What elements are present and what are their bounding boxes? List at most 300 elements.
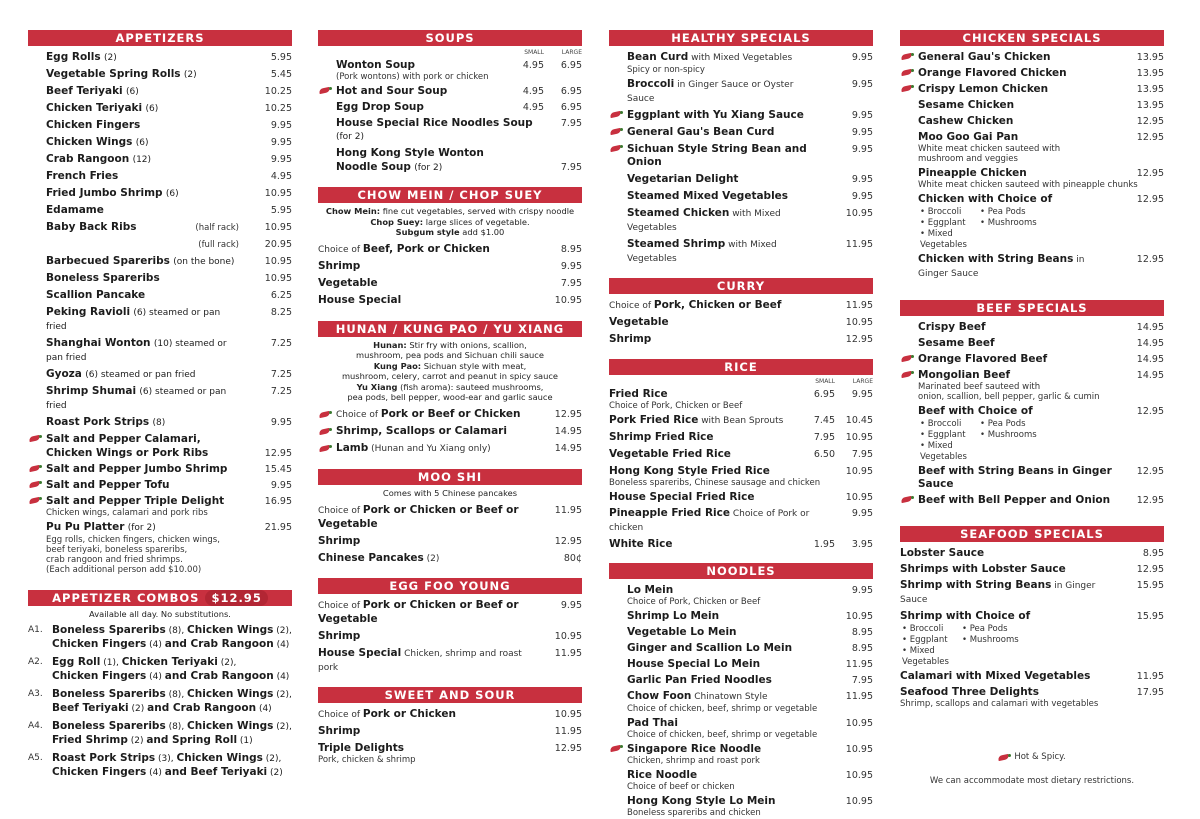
menu-text: Peking Ravioli xyxy=(46,305,131,318)
menu-item xyxy=(28,219,292,236)
menu-text: with Mixed Vegetables xyxy=(627,239,777,264)
hot-spicy-icon xyxy=(319,428,332,435)
menu-item xyxy=(318,502,582,533)
menu-text: (8), xyxy=(165,689,188,700)
chicken-list xyxy=(900,49,1164,129)
menu-item xyxy=(318,628,582,645)
healthy-header: HEALTHY SPECIALS xyxy=(609,30,873,46)
column-2 xyxy=(318,30,582,777)
menu-text: 13.95 xyxy=(1136,83,1164,95)
menu-text: 12.95 xyxy=(1136,193,1164,205)
hunan-section xyxy=(318,321,582,458)
item-desc: onion, scallion, bell pepper, garlic & cumin xyxy=(918,392,1100,402)
menu-text: 9.95 xyxy=(270,153,292,165)
menu-text: (8), xyxy=(165,625,188,636)
menu-text: Roast Pork Strips xyxy=(46,415,150,428)
combos-header xyxy=(28,590,292,606)
menu-text: 9.95 xyxy=(851,388,873,400)
menu-item xyxy=(609,188,873,205)
mooshi-section xyxy=(318,469,582,568)
menu-text: • Mushrooms xyxy=(980,218,1037,228)
menu-text: Beef with String Beans in Ginger Sauce xyxy=(918,464,1112,490)
menu-item xyxy=(609,640,873,656)
menu-text: Shrimps with Lobster Sauce xyxy=(900,562,1066,575)
menu-text: Beef with Choice of xyxy=(918,404,1033,417)
menu-text: Triple Delights xyxy=(318,741,404,754)
column-4 xyxy=(900,30,1164,721)
menu-text: House Special Lo Mein xyxy=(627,657,761,670)
menu-item xyxy=(900,113,1164,129)
menu-item xyxy=(900,335,1164,351)
item-desc: beef teriyaki, boneless spareribs, xyxy=(46,545,188,555)
menu-text: 11.95 xyxy=(554,725,582,737)
menu-text: 10.95 xyxy=(554,295,582,306)
menu-text: 4.95 xyxy=(522,85,544,97)
menu-text: 12.95 xyxy=(554,409,582,420)
menu-text: pea pods, bell pepper, wood-ear and garlic sauce xyxy=(347,392,553,402)
menu-text: A3. xyxy=(28,688,43,699)
menu-text: 15.45 xyxy=(264,463,292,475)
menu-text: Pork or Chicken xyxy=(362,707,456,720)
item-desc: White meat chicken sauteed with xyxy=(918,144,1061,154)
noodle-list xyxy=(609,608,873,688)
menu-text: Eggplant with Yu Xiang Sauce xyxy=(627,108,804,121)
menu-text: fine cut vegetables, served with crispy noodle xyxy=(380,206,575,216)
menu-item xyxy=(609,715,873,731)
menu-text: 10.95 xyxy=(264,221,292,233)
menu-text: 9.95 xyxy=(851,190,873,202)
menu-text: 80¢ xyxy=(563,552,582,564)
menu-item xyxy=(900,65,1164,81)
noodles-section xyxy=(609,563,873,819)
menu-text: 10.95 xyxy=(845,795,873,807)
menu-text: 8.95 xyxy=(851,642,873,654)
menu-item xyxy=(900,684,1164,700)
menu-text: 17.95 xyxy=(1136,686,1164,698)
menu-text: Pork or Beef or Chicken xyxy=(380,408,521,420)
menu-text: (for 2) xyxy=(414,162,443,173)
menu-text: (Hunan and Yu Xiang only) xyxy=(368,444,491,454)
menu-item xyxy=(609,741,873,757)
menu-text: • Mushrooms xyxy=(980,430,1037,440)
menu-text: Egg Roll xyxy=(52,655,101,668)
menu-text: 10.95 xyxy=(264,255,292,267)
item-desc: Chicken, shrimp and roast pork xyxy=(627,756,760,766)
menu-text: Steamed Chicken xyxy=(627,206,730,219)
menu-text: 10.95 xyxy=(845,465,873,477)
menu-text: with Mixed Vegetables xyxy=(688,52,793,63)
menu-text: House Special Fried Rice xyxy=(609,490,755,503)
menu-text: Shrimp with Choice of xyxy=(900,609,1031,622)
menu-text: 9.95 xyxy=(270,416,292,428)
menu-item xyxy=(609,429,873,446)
menu-item xyxy=(28,100,292,117)
menu-item xyxy=(609,107,873,124)
menu-text: 7.25 xyxy=(270,368,292,380)
menu-item xyxy=(28,304,292,335)
menu-text: Choice of Pork or chicken xyxy=(609,508,810,533)
menu-text: Chicken Wings xyxy=(187,623,274,636)
menu-text: • Mushrooms xyxy=(962,635,1019,645)
menu-item xyxy=(609,314,873,331)
hot-spicy-icon xyxy=(319,445,332,452)
menu-item xyxy=(318,424,582,441)
menu-text: 12.95 xyxy=(1136,494,1164,506)
menu-text: Chicken Teriyaki xyxy=(46,101,143,114)
menu-item xyxy=(318,645,582,676)
hot-spicy-icon xyxy=(901,371,914,378)
menu-text: 10.25 xyxy=(264,85,292,97)
menu-text: Pu Pu Platter xyxy=(46,520,125,533)
hot-spicy-icon xyxy=(29,435,42,442)
menu-text: 7.25 xyxy=(270,385,292,397)
menu-text: (6) xyxy=(145,103,159,114)
menu-text: • Eggplant xyxy=(920,430,966,440)
item-desc: Choice of Pork, Chicken or Beef xyxy=(627,597,761,607)
menu-text: 6.95 xyxy=(560,59,582,71)
menu-text: Vegetable xyxy=(609,315,669,328)
menu-item xyxy=(28,477,292,493)
hot-spicy-icon xyxy=(610,745,623,752)
menu-item xyxy=(900,608,1164,624)
menu-text: Pad Thai xyxy=(627,716,678,729)
menu-text: Chicken Fingers xyxy=(52,637,147,650)
menu-text: 20.95 xyxy=(264,238,292,250)
menu-item xyxy=(318,159,582,176)
hot-spicy-icon xyxy=(610,111,623,118)
menu-item xyxy=(609,236,873,267)
option-bullets xyxy=(900,624,1164,668)
menu-text: • Broccoli xyxy=(920,207,962,217)
menu-text: SMALL xyxy=(815,378,835,385)
menu-text: Salt and Pepper Calamari, xyxy=(46,432,201,445)
menu-text: (for 2) xyxy=(127,522,156,533)
menu-text: in Ginger Sauce or Oyster Sauce xyxy=(627,79,794,104)
menu-text: 14.95 xyxy=(1136,353,1164,365)
menu-text: 14.95 xyxy=(1136,321,1164,333)
menu-item xyxy=(609,672,873,688)
menu-item xyxy=(900,97,1164,113)
menu-text: (3), xyxy=(155,753,177,764)
menu-text: 12.95 xyxy=(1136,253,1164,265)
menu-item xyxy=(609,386,873,402)
menu-text: 8.95 xyxy=(851,626,873,638)
eggfoo-list xyxy=(318,597,582,676)
menu-text: • Pea Pods xyxy=(962,624,1008,634)
hunan-list xyxy=(318,407,582,458)
mooshi-header: MOO SHI xyxy=(318,469,582,485)
menu-text: 1.95 xyxy=(813,538,835,550)
menu-text: Sichuan style with meat, xyxy=(421,360,527,371)
menu-text: 12.95 xyxy=(1136,131,1164,143)
menu-text: Beef Teriyaki xyxy=(46,84,123,97)
menu-text: and Crab Rangoon xyxy=(147,701,257,714)
menu-text: 14.95 xyxy=(554,443,582,454)
combo-price-badge: $12.95 xyxy=(205,590,267,606)
menu-text: 11.95 xyxy=(845,658,873,670)
mooshi-list xyxy=(318,502,582,567)
menu-text: 16.95 xyxy=(264,495,292,507)
menu-text: (6) steamed or pan fried xyxy=(46,307,221,332)
menu-text: (for 2) xyxy=(336,131,364,142)
menu-text: (2), xyxy=(273,721,292,732)
menu-text: 10.95 xyxy=(554,630,582,642)
hot-spicy-icon xyxy=(29,481,42,488)
menu-text: Hot and Sour Soup xyxy=(336,84,448,97)
menu-text: with Bean Sprouts xyxy=(698,415,784,426)
menu-text: Chicken with String Beans xyxy=(918,252,1074,265)
menu-text: Stir fry with onions, scallion, xyxy=(406,339,527,350)
menu-item xyxy=(609,76,873,107)
menu-text: (2) xyxy=(103,52,117,63)
menu-text: Pork or Chicken or Beef or Vegetable xyxy=(318,503,519,530)
menu-text: Sichuan Style String Bean and Onion xyxy=(627,142,807,168)
menu-text: Bean Curd xyxy=(627,50,689,63)
appetizer-list xyxy=(28,49,292,431)
menu-item xyxy=(609,446,873,463)
menu-text: (6) xyxy=(135,137,149,148)
menu-text: 5.45 xyxy=(270,68,292,80)
menu-item xyxy=(609,767,873,783)
menu-item xyxy=(318,99,582,115)
menu-text: 15.95 xyxy=(1136,579,1164,591)
menu-text: 14.95 xyxy=(554,426,582,437)
menu-text: Crispy Lemon Chicken xyxy=(918,82,1049,95)
menu-text: 13.95 xyxy=(1136,67,1164,79)
curry-section xyxy=(609,278,873,348)
menu-text: Chow Foon xyxy=(627,689,692,702)
menu-text: Fried Shrimp xyxy=(52,733,128,746)
menu-text: Chow Mein: xyxy=(325,206,381,216)
hot-spicy-icon xyxy=(901,496,914,503)
menu-text: Subgum style xyxy=(395,227,460,237)
menu-text: (fish aroma): sauteed mushrooms, xyxy=(397,381,544,392)
menu-text: 5.95 xyxy=(270,204,292,216)
menu-text: (2), xyxy=(273,689,292,700)
menu-item xyxy=(609,624,873,640)
menu-item xyxy=(900,492,1164,508)
menu-text: 9.95 xyxy=(560,261,582,272)
chowmein-section xyxy=(318,187,582,310)
menu-text: Pineapple Chicken xyxy=(918,166,1027,179)
beef-list xyxy=(900,319,1164,367)
menu-text: 6.95 xyxy=(560,101,582,113)
menu-text: (1), xyxy=(100,657,122,668)
menu-text: • Mixed Vegetables xyxy=(920,441,967,462)
menu-text: LARGE xyxy=(852,378,873,385)
menu-text: Vegetable Fried Rice xyxy=(609,447,731,460)
menu-text: Crab Rangoon xyxy=(46,152,130,165)
menu-item xyxy=(609,49,873,66)
menu-text: House Special xyxy=(318,646,402,659)
menu-text: Chicken Fingers xyxy=(52,765,147,778)
menu-item xyxy=(609,608,873,624)
menu-text: Chicken Wings xyxy=(46,135,133,148)
menu-text: 10.95 xyxy=(264,187,292,199)
menu-text: (4) xyxy=(146,671,165,682)
menu-item xyxy=(318,293,582,310)
menu-text: 10.95 xyxy=(845,431,873,443)
menu-text: Hong Kong Style Wonton xyxy=(336,146,484,159)
option-bullets xyxy=(900,419,1164,463)
healthy-list xyxy=(609,107,873,267)
sweetsour-section xyxy=(318,687,582,766)
menu-text: Shrimp Lo Mein xyxy=(627,609,720,622)
menu-text: Egg Rolls xyxy=(46,50,101,63)
menu-text: 9.95 xyxy=(851,51,873,63)
menu-text: and Spring Roll xyxy=(146,733,238,746)
menu-text: (1) xyxy=(237,735,253,746)
menu-item xyxy=(609,656,873,672)
menu-text: (12) xyxy=(132,154,152,165)
menu-text: Hong Kong Style Fried Rice xyxy=(609,464,770,477)
menu-item xyxy=(28,270,292,287)
menu-text: Seafood Three Delights xyxy=(900,685,1039,698)
hot-spicy-icon xyxy=(29,497,42,504)
menu-text: General Gau's Bean Curd xyxy=(627,125,775,138)
menu-text: add $1.00 xyxy=(459,227,505,237)
combo-item xyxy=(28,688,292,716)
menu-text: Chicken with Choice of xyxy=(918,192,1053,205)
menu-text: (8) xyxy=(152,417,166,428)
menu-item xyxy=(609,489,873,505)
menu-item xyxy=(318,706,582,723)
menu-text: 10.95 xyxy=(845,316,873,328)
menu-text: 6.95 xyxy=(813,388,835,400)
menu-text: 9.95 xyxy=(851,143,873,155)
menu-text: 7.95 xyxy=(813,431,835,443)
menu-item xyxy=(318,57,582,73)
menu-text: House Special Rice Noodles Soup xyxy=(336,116,533,129)
menu-text: 10.95 xyxy=(845,207,873,219)
menu-text: 12.95 xyxy=(1136,115,1164,127)
menu-text: 9.95 xyxy=(851,584,873,596)
menu-item xyxy=(318,550,582,567)
menu-text: Moo Goo Gai Pan xyxy=(918,130,1019,143)
menu-text: General Gau's Chicken xyxy=(918,50,1051,63)
eggfoo-section xyxy=(318,578,582,676)
menu-item xyxy=(28,461,292,477)
menu-text: 9.95 xyxy=(851,126,873,138)
menu-text: 4.95 xyxy=(522,59,544,71)
menu-text: Barbecued Spareribs xyxy=(46,254,170,267)
menu-item xyxy=(28,83,292,100)
menu-item xyxy=(318,441,582,458)
hot-spicy-icon xyxy=(901,355,914,362)
menu-item xyxy=(900,367,1164,383)
menu-item xyxy=(900,129,1164,145)
menu-text: White Rice xyxy=(609,537,673,550)
menu-text: 21.95 xyxy=(264,521,292,533)
menu-item xyxy=(28,117,292,134)
menu-text: 10.95 xyxy=(264,272,292,284)
item-desc: Boneless spareribs and chicken xyxy=(627,808,761,818)
menu-item xyxy=(609,331,873,348)
menu-text: 8.95 xyxy=(1142,547,1164,559)
menu-text: (8), xyxy=(165,721,188,732)
menu-text: Lo Mein xyxy=(627,583,674,596)
menu-item xyxy=(28,236,292,253)
menu-text: 15.95 xyxy=(1136,610,1164,622)
menu-item xyxy=(318,242,582,259)
menu-text: in Ginger Sauce xyxy=(918,254,1085,279)
menu-text: Gyoza xyxy=(46,367,82,380)
noodles-header: NOODLES xyxy=(609,563,873,579)
item-desc: Choice of chicken, beef, shrimp or vegetable xyxy=(627,704,818,714)
menu-text: 8.95 xyxy=(560,244,582,255)
menu-text: (half rack) xyxy=(195,222,239,233)
item-desc: (Each additional person add $10.00) xyxy=(46,565,202,575)
menu-item xyxy=(28,49,292,66)
menu-item xyxy=(900,577,1164,608)
hot-spicy-icon xyxy=(610,145,623,152)
menu-text: Beef Teriyaki xyxy=(52,701,129,714)
menu-text: Mongolian Beef xyxy=(918,368,1011,381)
menu-text: Vegetarian Delight xyxy=(627,172,739,185)
menu-item xyxy=(609,141,873,171)
menu-text: Choice of xyxy=(609,300,654,311)
menu-item xyxy=(609,582,873,598)
item-desc: Pork, chicken & shrimp xyxy=(318,755,416,765)
menu-item xyxy=(318,723,582,740)
combo-item xyxy=(28,656,292,684)
menu-item xyxy=(900,351,1164,367)
menu-text: (2) xyxy=(423,553,440,564)
menu-text: Chicken Wings xyxy=(187,687,274,700)
menu-text: Pork Fried Rice xyxy=(609,413,699,426)
item-desc: Marinated beef sauteed with xyxy=(918,382,1041,392)
rice-list xyxy=(609,412,873,463)
menu-text: 10.95 xyxy=(845,491,873,503)
menu-text: 9.95 xyxy=(270,119,292,131)
menu-item xyxy=(28,151,292,168)
menu-text: 11.95 xyxy=(554,504,582,516)
menu-text: Chinese Pancakes xyxy=(318,551,424,564)
menu-text: Choice of xyxy=(318,505,363,516)
menu-text: A4. xyxy=(28,720,43,731)
menu-text: Rice Noodle xyxy=(627,768,698,781)
menu-text: A5. xyxy=(28,752,43,763)
menu-text: Singapore Rice Noodle xyxy=(627,742,762,755)
menu-text: (2) xyxy=(183,69,197,80)
menu-text: Choice of xyxy=(318,600,363,611)
menu-text: 7.95 xyxy=(560,278,582,289)
menu-text: 12.95 xyxy=(1136,167,1164,179)
menu-text: (4) xyxy=(256,703,272,714)
menu-item xyxy=(28,414,292,431)
menu-text: (10) steamed or pan fried xyxy=(46,338,227,363)
menu-text: Chop Suey: xyxy=(370,216,424,227)
item-desc: Choice of chicken, beef, shrimp or vegetable xyxy=(627,730,818,740)
rice-header: RICE xyxy=(609,359,873,375)
menu-text: (6) steamed or pan fried xyxy=(46,386,227,411)
menu-item xyxy=(900,165,1164,181)
menu-text: SMALL xyxy=(524,49,544,56)
menu-text: Shrimp with String Beans xyxy=(900,578,1052,591)
size-labels xyxy=(318,49,582,57)
menu-item xyxy=(609,412,873,429)
menu-text: (6) xyxy=(126,86,139,97)
menu-text: • Pea Pods xyxy=(980,207,1026,217)
menu-text: (6) steamed or pan fried xyxy=(85,369,196,380)
menu-text: • Mixed Vegetables xyxy=(920,229,967,250)
menu-text: Baby Back Ribs xyxy=(46,220,137,233)
chowmein-header: CHOW MEIN / CHOP SUEY xyxy=(318,187,582,203)
item-desc: (Pork wontons) with pork or chicken xyxy=(336,72,489,82)
menu-text: 13.95 xyxy=(1136,51,1164,63)
hot-spicy-icon xyxy=(319,411,332,418)
menu-text: (full rack) xyxy=(198,239,239,250)
